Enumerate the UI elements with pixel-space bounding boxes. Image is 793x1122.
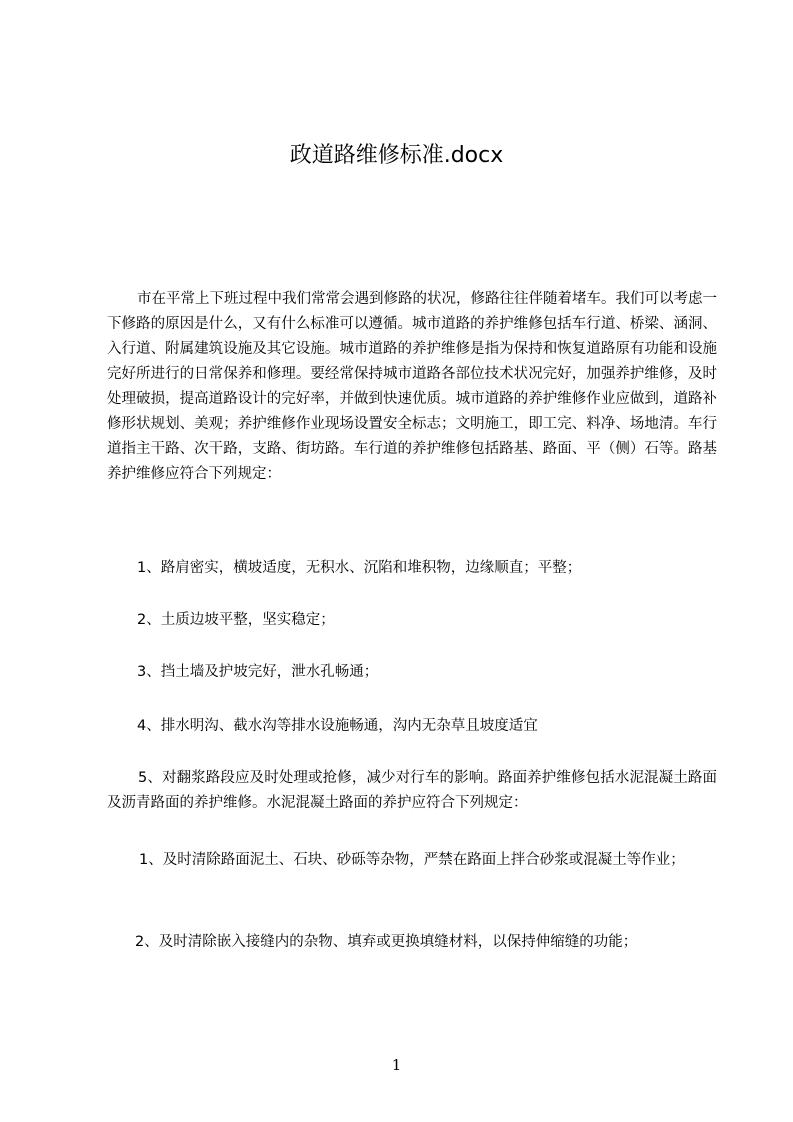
list-item: 5、对翻浆路段应及时处理或抢修，减少对行车的影响。路面养护维修包括水泥混凝土路面及沥青路面的养护维修。水泥混凝土路面的养护应符合下列规定：	[107, 770, 717, 811]
intro-paragraph: 市在平常上下班过程中我们常常会遇到修路的状况，修路往往伴随着堵车。我们可以考虑一下修路的原因是什么，又有什么标准可以遵循。城市道路的养护维修包括车行道、桥梁、涵洞、入行道、附属建筑设施及其它设施。城市道路的养护维修是指为保持和恢复道路原有功能和设施完好所进行的日常保养和修理。要经常保持城市道路各部位技术状况完好，加强养护维修，及时处理破损，提高道路设计的完好率，并做到快速优质。城市道路的养护维修作业应做到，道路补修形状规划、美观；养护维修作业现场设置安全标志；文明施工，即工完、料净、场地清。车行道指主干路、次干路，支路、街坊路。车行道的养护维修包括路基、路面、平（侧）石等。路基养护维修应符合下列规定：	[107, 291, 717, 482]
list-item: 4、排水明沟、截水沟等排水设施畅通，沟内无杂草且坡度适宜	[137, 718, 538, 734]
list-item: 3、挡土墙及护坡完好，泄水孔畅通；	[137, 664, 379, 680]
list-item: 1、路肩密实，横坡适度，无积水、沉陷和堆积物，边缘顺直；平整；	[137, 560, 582, 576]
list-item: 1、及时清除路面泥土、石块、砂砾等杂物，严禁在路面上拌合砂浆或混凝土等作业；	[139, 852, 685, 868]
list-item: 2、及时清除嵌入接缝内的杂物、填弃或更换填缝材料，以保持伸缩缝的功能；	[135, 934, 638, 950]
document-title: 政道路维修标准.docx	[289, 143, 504, 168]
list-item: 2、土质边坡平整，坚实稳定；	[137, 612, 335, 628]
page-number: 1	[391, 1056, 402, 1074]
